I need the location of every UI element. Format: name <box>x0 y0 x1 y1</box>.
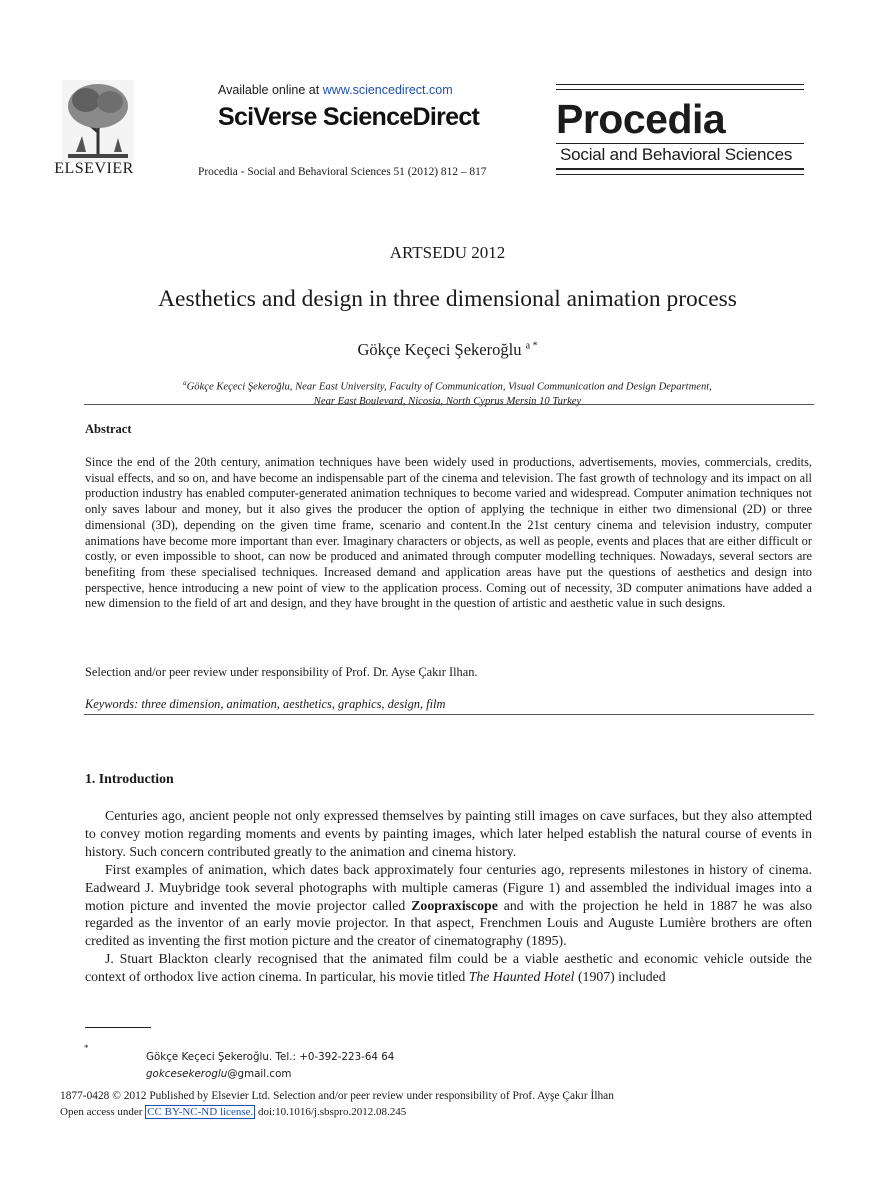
affiliation-line-1 <box>0 376 873 395</box>
author-name: Gökçe Keçeci Şekeroğlu <box>357 340 522 359</box>
doi: doi:10.1016/j.sbspro.2012.08.245 <box>255 1106 407 1118</box>
sciencedirect-link[interactable]: www.sciencedirect.com <box>322 83 453 97</box>
author-line <box>0 340 873 360</box>
available-prefix: Available online at <box>218 83 323 97</box>
open-access-prefix: Open access under <box>60 1106 146 1118</box>
procedia-subtitle: Social and Behavioral Sciences <box>560 145 793 164</box>
intro-p2-part-1: First examples of animation, which dates back approximately four centuries ago, represents milestones in history of cinema. Eadweard J. Muybridge took several photographs with multiple cameras (Figure 1) and assembled the individual images into a motion picture and invented the movie projector called <box>85 861 812 913</box>
procedia-rule-top <box>556 84 804 85</box>
intro-p3-part-2: (1907) included <box>574 969 666 985</box>
procedia-rule-mid <box>556 143 804 144</box>
intro-paragraph-1: Centuries ago, ancient people not only expressed themselves by painting still images on cave surfaces, but they also attempted to convey motion regarding moments and events by painting images, which later helped establish the natural course of events in history. Such concern contributed greatly to the animation and cinema history. <box>85 808 812 859</box>
email-domain: @gmail.com <box>227 1068 292 1080</box>
license-link[interactable]: CC BY-NC-ND license. <box>147 1106 254 1118</box>
conference-name: ARTSEDU 2012 <box>389 243 506 262</box>
procedia-rule-bottom <box>556 168 804 170</box>
affiliation-line-2: Near East Boulevard, Nicosia, North Cyprus Mersin 10 Turkey <box>313 395 582 407</box>
sciverse-logo: SciVerse ScienceDirect <box>218 103 480 131</box>
procedia-rule-top-2 <box>556 89 804 90</box>
paper-title: Aesthetics and design in three dimensional animation process <box>158 286 737 312</box>
affiliation-text-1: Gökçe Keçeci Şekeroğlu, Near East University, Faculty of Communication, Visual Communication and Design Department, <box>186 381 712 393</box>
open-access-line <box>60 1106 406 1118</box>
keywords-rule <box>84 714 814 715</box>
introduction-body <box>85 807 812 986</box>
footnote-marker: * <box>84 1043 89 1053</box>
available-online <box>218 83 453 97</box>
copyright-line: 1877-0428 © 2012 Published by Elsevier Ltd. Selection and/or peer review under responsibility of Prof. Ayşe Çakır İlhan <box>60 1090 614 1102</box>
intro-p3-part-1: J. Stuart Blackton clearly recognised that the animated film could be a viable aesthetic and economic vehicle outside the context of orthodox live action cinema. In particular, his movie titled <box>85 951 812 985</box>
keywords: Keywords: three dimension, animation, aesthetics, graphics, design, film <box>85 697 446 711</box>
peer-review-note: Selection and/or peer review under responsibility of Prof. Dr. Ayse Çakır Ilhan. <box>85 665 478 679</box>
introduction-heading: 1. Introduction <box>85 771 174 786</box>
intro-p2-part-2: and with the projection he held in 1887 he was also regarded as the inventor of an early movie projector. In that aspect, Frenchmen Louis and Auguste Lumière brothers are often credited as inventing the first motion picture and the creator of cinematography (1895). <box>85 897 812 949</box>
abstract-heading: Abstract <box>85 422 132 436</box>
footnote-rule <box>85 1027 151 1028</box>
intro-paragraph-3 <box>85 950 812 986</box>
author-superscript: a * <box>525 340 538 352</box>
zoopraxiscope-term: Zoopraxiscope <box>411 897 498 913</box>
procedia-logo: Procedia <box>556 96 726 142</box>
elsevier-wordmark: ELSEVIER <box>54 160 134 177</box>
email-user: gokcesekeroglu <box>146 1068 228 1080</box>
abstract-text: Since the end of the 20th century, animation techniques have been widely used in productions, advertisements, movies, commercials, credits, visual effects, and so on, and have become an indispensable part of the cinema and television. The fast growth of technology and its impact on all production industry has enabled computer-generated animation techniques to become varied and widespread. Computer animation techniques not only saves labour and money, but it also gives the producer the option of applying the technique in either two dimensional (2D) or three dimensional (3D), depending on the given time frame, scenario and content.In the 21st century cinema and television industry, computer animations have become more important than ever. Imaginary characters or objects, as well as people, events and places that are either difficult or costly, or even impossible to shoot, can now be produced and animated through computer modelling techniques. Nowadays, several sectors are benefiting from these specialised techniques. Increased demand and application areas have put the questions of aesthetics and design into perspective, hence introducing a new point of view to the application process. Coming out of necessity, 3D computer animations have added a new dimension to the field of art and design, and they have brought in the question of artistic and aesthetic value in such designs. <box>85 455 812 611</box>
affiliation-superscript: a <box>183 379 187 387</box>
footnote-email <box>146 1068 291 1080</box>
haunted-hotel-title: The Haunted Hotel <box>468 969 575 985</box>
footnote-contact: Gökçe Keçeci Şekeroğlu. Tel.: +0-392-223-64 64 <box>146 1051 395 1063</box>
elsevier-tree-logo <box>62 80 134 162</box>
procedia-rule-bottom-2 <box>556 174 804 175</box>
abstract-top-rule <box>84 404 814 405</box>
intro-paragraph-2 <box>85 861 812 951</box>
journal-reference: Procedia - Social and Behavioral Sciences 51 (2012) 812 – 817 <box>198 166 487 178</box>
